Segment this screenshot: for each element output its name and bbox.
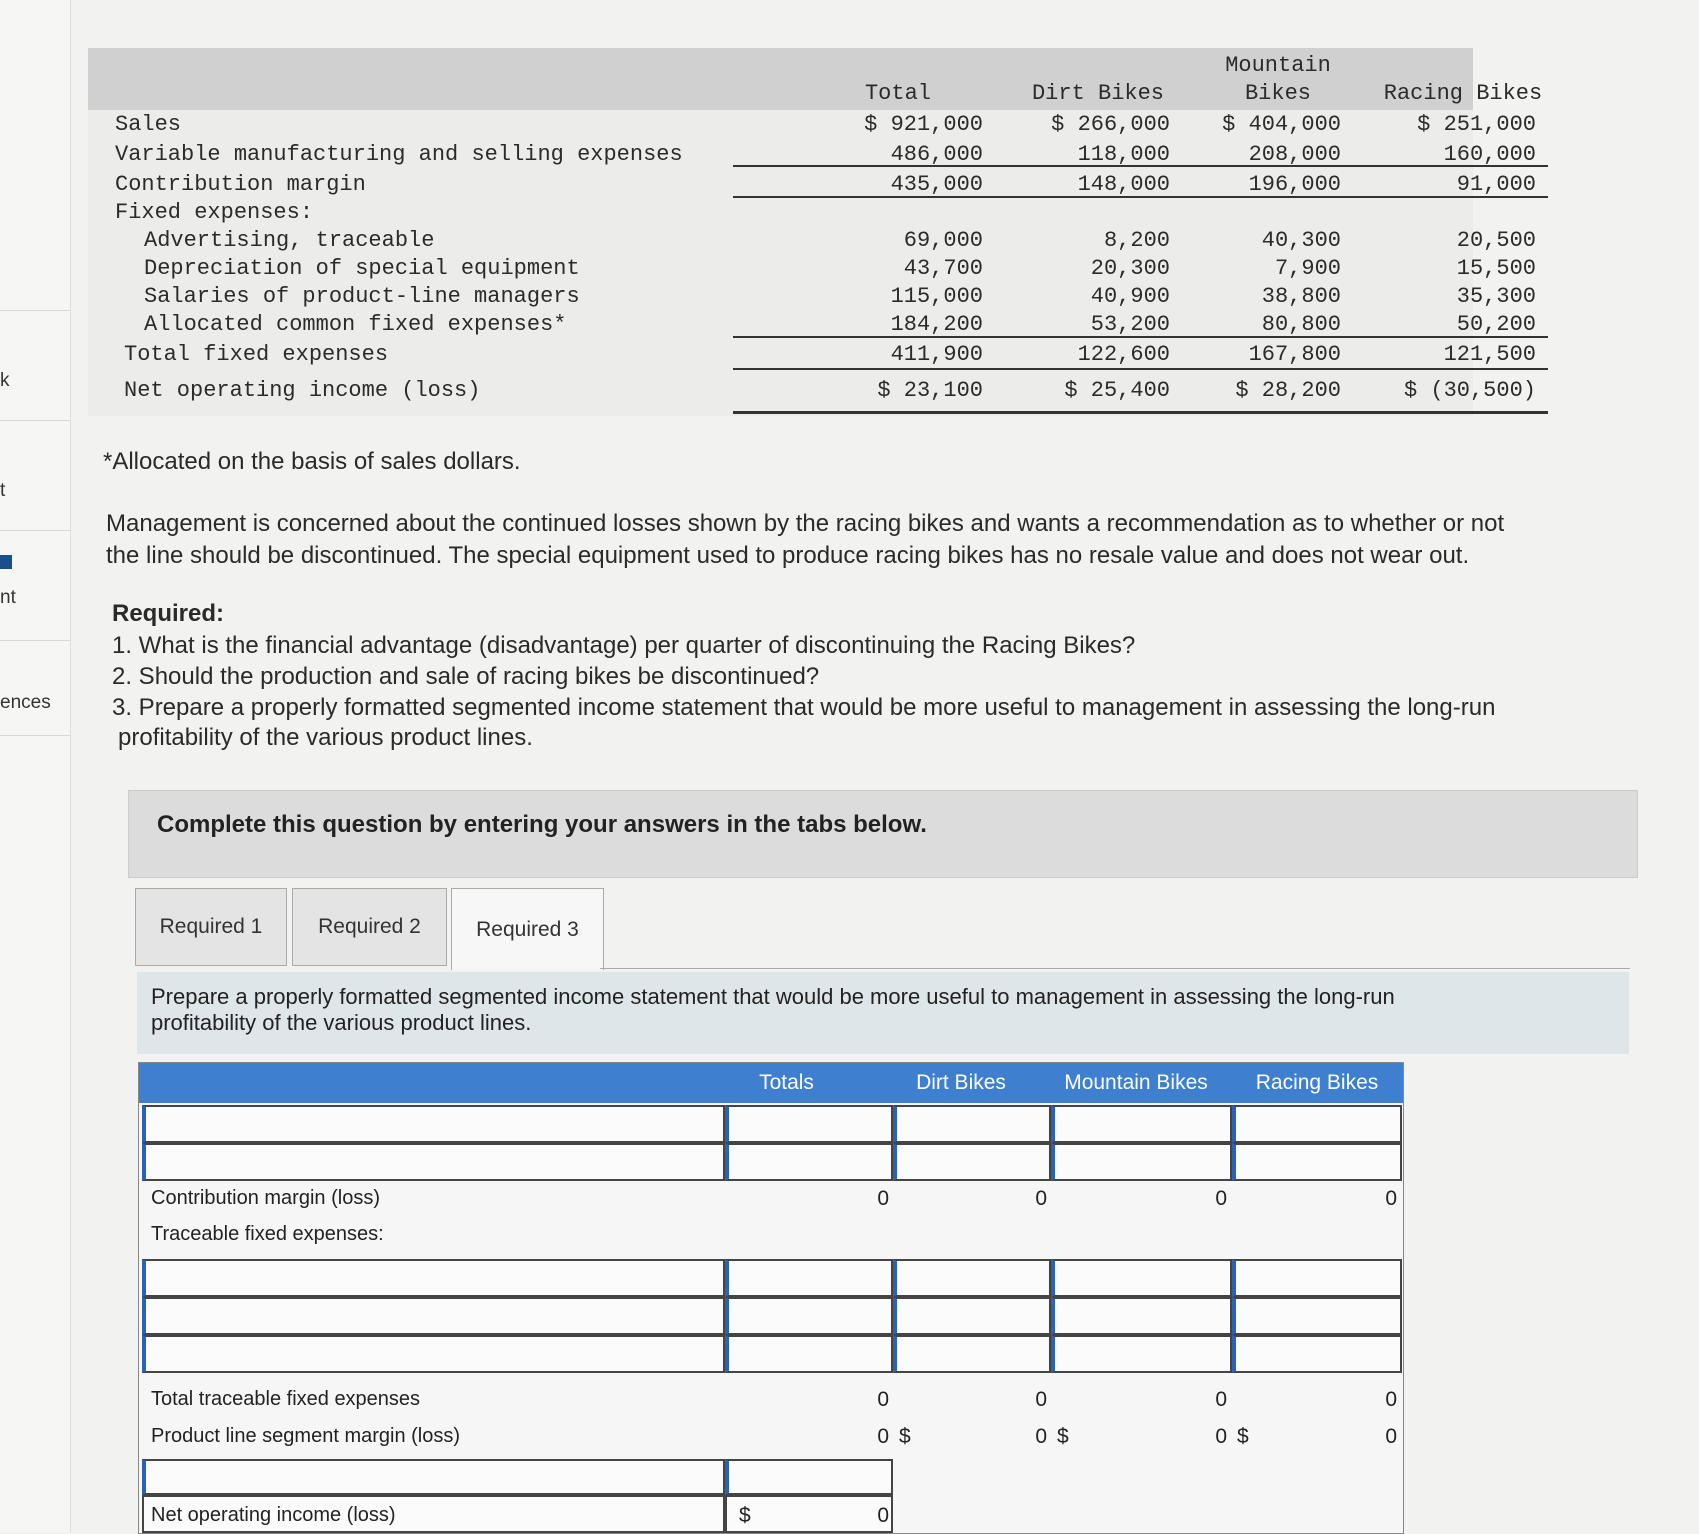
left-sidebar — [0, 0, 71, 1532]
amount-input[interactable] — [1051, 1335, 1232, 1373]
col-header-dirt-bikes: Dirt Bikes — [916, 1071, 1006, 1094]
value-cell: 208,000 — [1248, 142, 1341, 167]
row-label: Advertising, traceable — [144, 228, 435, 253]
segmented-income-statement-grid — [138, 1062, 1404, 1534]
value-cell: $ 25,400 — [1064, 378, 1170, 403]
currency-symbol: $ — [1057, 1425, 1069, 1448]
value-cell: $ 921,000 — [864, 112, 983, 137]
amount-input[interactable] — [893, 1259, 1051, 1297]
banner-text: Complete this question by entering your answers in the tabs below. — [157, 811, 927, 838]
divider — [0, 735, 70, 736]
value-cell: $ 251,000 — [1417, 112, 1536, 137]
value-cell: 53,200 — [1090, 312, 1170, 337]
value-cell: $ 404,000 — [1222, 112, 1341, 137]
segment-margin-racing: 0 — [1385, 1425, 1397, 1448]
net-income-total: 0 — [877, 1504, 889, 1527]
row-label: Salaries of product-line managers — [144, 284, 580, 309]
segment-margin-dirt: 0 — [1035, 1425, 1047, 1448]
paragraph-line: the line should be discontinued. The special equipment used to produce racing bikes has no resale value and does not wear out. — [106, 542, 1470, 569]
tab-required-3[interactable]: Required 3 — [451, 888, 604, 970]
segment-margin-label: Product line segment margin (loss) — [151, 1425, 461, 1447]
value-cell: $ (30,500) — [1403, 378, 1536, 403]
sidebar-label[interactable]: nt — [0, 587, 16, 608]
amount-input[interactable] — [893, 1105, 1051, 1143]
col-header-totals: Totals — [759, 1071, 814, 1094]
value-cell: 184,200 — [890, 312, 983, 337]
row-label: Sales — [115, 112, 182, 137]
value-cell: $ 28,200 — [1235, 378, 1341, 403]
value-cell: 115,000 — [890, 284, 983, 309]
value-cell: $ 23,100 — [877, 378, 983, 403]
col-header-dirt: Dirt Bikes — [1031, 81, 1165, 106]
amount-input[interactable] — [1232, 1259, 1402, 1297]
row-label: Allocated common fixed expenses* — [144, 312, 567, 337]
row-label: Total fixed expenses — [124, 342, 389, 367]
total-traceable-dirt: 0 — [1035, 1388, 1047, 1411]
required-item: profitability of the various product lines. — [118, 724, 533, 751]
amount-input[interactable] — [1051, 1143, 1232, 1181]
row-label: Variable manufacturing and selling expenses — [115, 142, 683, 167]
expense-label-input[interactable] — [142, 1259, 725, 1297]
row-label-input[interactable] — [142, 1105, 725, 1143]
value-cell: 69,000 — [903, 228, 983, 253]
amount-input[interactable] — [1051, 1105, 1232, 1143]
contribution-margin-mountain: 0 — [1215, 1187, 1227, 1210]
divider — [733, 196, 1548, 198]
currency-symbol: $ — [739, 1504, 751, 1527]
value-cell: 7,900 — [1274, 256, 1341, 281]
required-item: 1. What is the financial advantage (disadvantage) per quarter of discontinuing the Racing Bikes? — [112, 632, 1136, 659]
expense-label-input[interactable] — [142, 1335, 725, 1373]
value-cell: 15,500 — [1456, 256, 1536, 281]
value-cell: 196,000 — [1248, 172, 1341, 197]
amount-input[interactable] — [725, 1335, 893, 1373]
row-label: Depreciation of special equipment — [144, 256, 580, 281]
value-cell: 435,000 — [890, 172, 983, 197]
divider — [0, 640, 70, 641]
tab-instruction — [137, 972, 1629, 1054]
contribution-margin-racing: 0 — [1385, 1187, 1397, 1210]
divider — [733, 411, 1548, 414]
row-label-input[interactable] — [142, 1143, 725, 1181]
col-header-racing: Racing Bikes — [1383, 81, 1543, 106]
value-cell: 43,700 — [903, 256, 983, 281]
divider — [733, 336, 1548, 338]
given-income-statement — [88, 48, 1543, 416]
value-cell: 167,800 — [1248, 342, 1341, 367]
common-expense-label-input[interactable] — [142, 1459, 725, 1495]
divider — [0, 310, 70, 311]
sidebar-label[interactable]: k — [0, 370, 10, 391]
value-cell: 118,000 — [1077, 142, 1170, 167]
divider — [0, 420, 70, 421]
currency-symbol: $ — [1237, 1425, 1249, 1448]
paragraph-line: Management is concerned about the continued losses shown by the racing bikes and wants a recommendation as to whether or not — [106, 510, 1505, 537]
amount-input[interactable] — [893, 1143, 1051, 1181]
value-cell: 8,200 — [1103, 228, 1170, 253]
amount-input[interactable] — [725, 1459, 893, 1495]
total-traceable-racing: 0 — [1385, 1388, 1397, 1411]
instruction-line: Prepare a properly formatted segmented income statement that would be more useful to management in assessing the long-run — [151, 984, 1395, 1009]
value-cell: 35,300 — [1456, 284, 1536, 309]
amount-input[interactable] — [1232, 1105, 1402, 1143]
value-cell: 91,000 — [1456, 172, 1536, 197]
col-header-mountain: Mountain Bikes — [1225, 53, 1331, 106]
value-cell: 122,600 — [1077, 342, 1170, 367]
row-label: Fixed expenses: — [115, 200, 314, 225]
instruction-line: profitability of the various product lines. — [151, 1010, 532, 1035]
total-traceable-total: 0 — [877, 1388, 889, 1411]
required-item: 2. Should the production and sale of racing bikes be discontinued? — [112, 663, 820, 690]
segment-margin-mountain: 0 — [1215, 1425, 1227, 1448]
value-cell: 20,500 — [1456, 228, 1536, 253]
tab-required-1[interactable]: Required 1 — [135, 888, 287, 966]
divider — [0, 530, 70, 531]
divider — [733, 165, 1548, 167]
instruction-banner — [128, 790, 1638, 878]
amount-input[interactable] — [725, 1297, 893, 1335]
amount-input[interactable] — [1232, 1143, 1402, 1181]
sidebar-marker-icon — [0, 555, 12, 569]
amount-input[interactable] — [1051, 1259, 1232, 1297]
amount-input[interactable] — [725, 1105, 893, 1143]
value-cell: 50,200 — [1456, 312, 1536, 337]
sidebar-label[interactable]: ences — [0, 692, 51, 713]
amount-input[interactable] — [1051, 1297, 1232, 1335]
row-label: Net operating income (loss) — [124, 378, 481, 403]
value-cell: 121,500 — [1443, 342, 1536, 367]
amount-input[interactable] — [1232, 1335, 1402, 1373]
traceable-fixed-expenses-heading: Traceable fixed expenses: — [151, 1223, 384, 1245]
value-cell: $ 266,000 — [1051, 112, 1170, 137]
amount-input[interactable] — [1232, 1297, 1402, 1335]
divider — [733, 368, 1548, 370]
amount-input[interactable] — [725, 1143, 893, 1181]
amount-input[interactable] — [725, 1259, 893, 1297]
value-cell: 40,900 — [1090, 284, 1170, 309]
contribution-margin-dirt: 0 — [1035, 1187, 1047, 1210]
net-income-label: Net operating income (loss) — [151, 1504, 396, 1526]
divider — [600, 968, 1630, 969]
total-traceable-mountain: 0 — [1215, 1388, 1227, 1411]
col-header-mountain-bikes: Mountain Bikes — [1064, 1071, 1208, 1094]
value-cell: 411,900 — [890, 342, 983, 367]
segment-margin-total: 0 — [877, 1425, 889, 1448]
tab-required-2[interactable]: Required 2 — [292, 888, 447, 966]
col-header-total: Total — [864, 81, 931, 106]
currency-symbol: $ — [899, 1425, 911, 1448]
amount-input[interactable] — [893, 1335, 1051, 1373]
row-label: Contribution margin — [115, 172, 366, 197]
value-cell: 20,300 — [1090, 256, 1170, 281]
value-cell: 486,000 — [890, 142, 983, 167]
expense-label-input[interactable] — [142, 1297, 725, 1335]
required-heading: Required: — [112, 600, 225, 627]
total-traceable-label: Total traceable fixed expenses — [151, 1388, 421, 1410]
value-cell: 160,000 — [1443, 142, 1536, 167]
footnote: *Allocated on the basis of sales dollars. — [103, 448, 521, 475]
value-cell: 38,800 — [1261, 284, 1341, 309]
value-cell: 80,800 — [1261, 312, 1341, 337]
value-cell: 40,300 — [1261, 228, 1341, 253]
contribution-margin-total: 0 — [877, 1187, 889, 1210]
instruction-text — [151, 984, 1395, 1036]
sidebar-label[interactable]: t — [0, 480, 6, 501]
col-header-racing-bikes: Racing Bikes — [1255, 1071, 1379, 1094]
amount-input[interactable] — [893, 1297, 1051, 1335]
required-item: 3. Prepare a properly formatted segmented income statement that would be more useful to management in assessing the long-run — [112, 694, 1496, 721]
contribution-margin-label: Contribution margin (loss) — [151, 1187, 380, 1209]
value-cell: 148,000 — [1077, 172, 1170, 197]
